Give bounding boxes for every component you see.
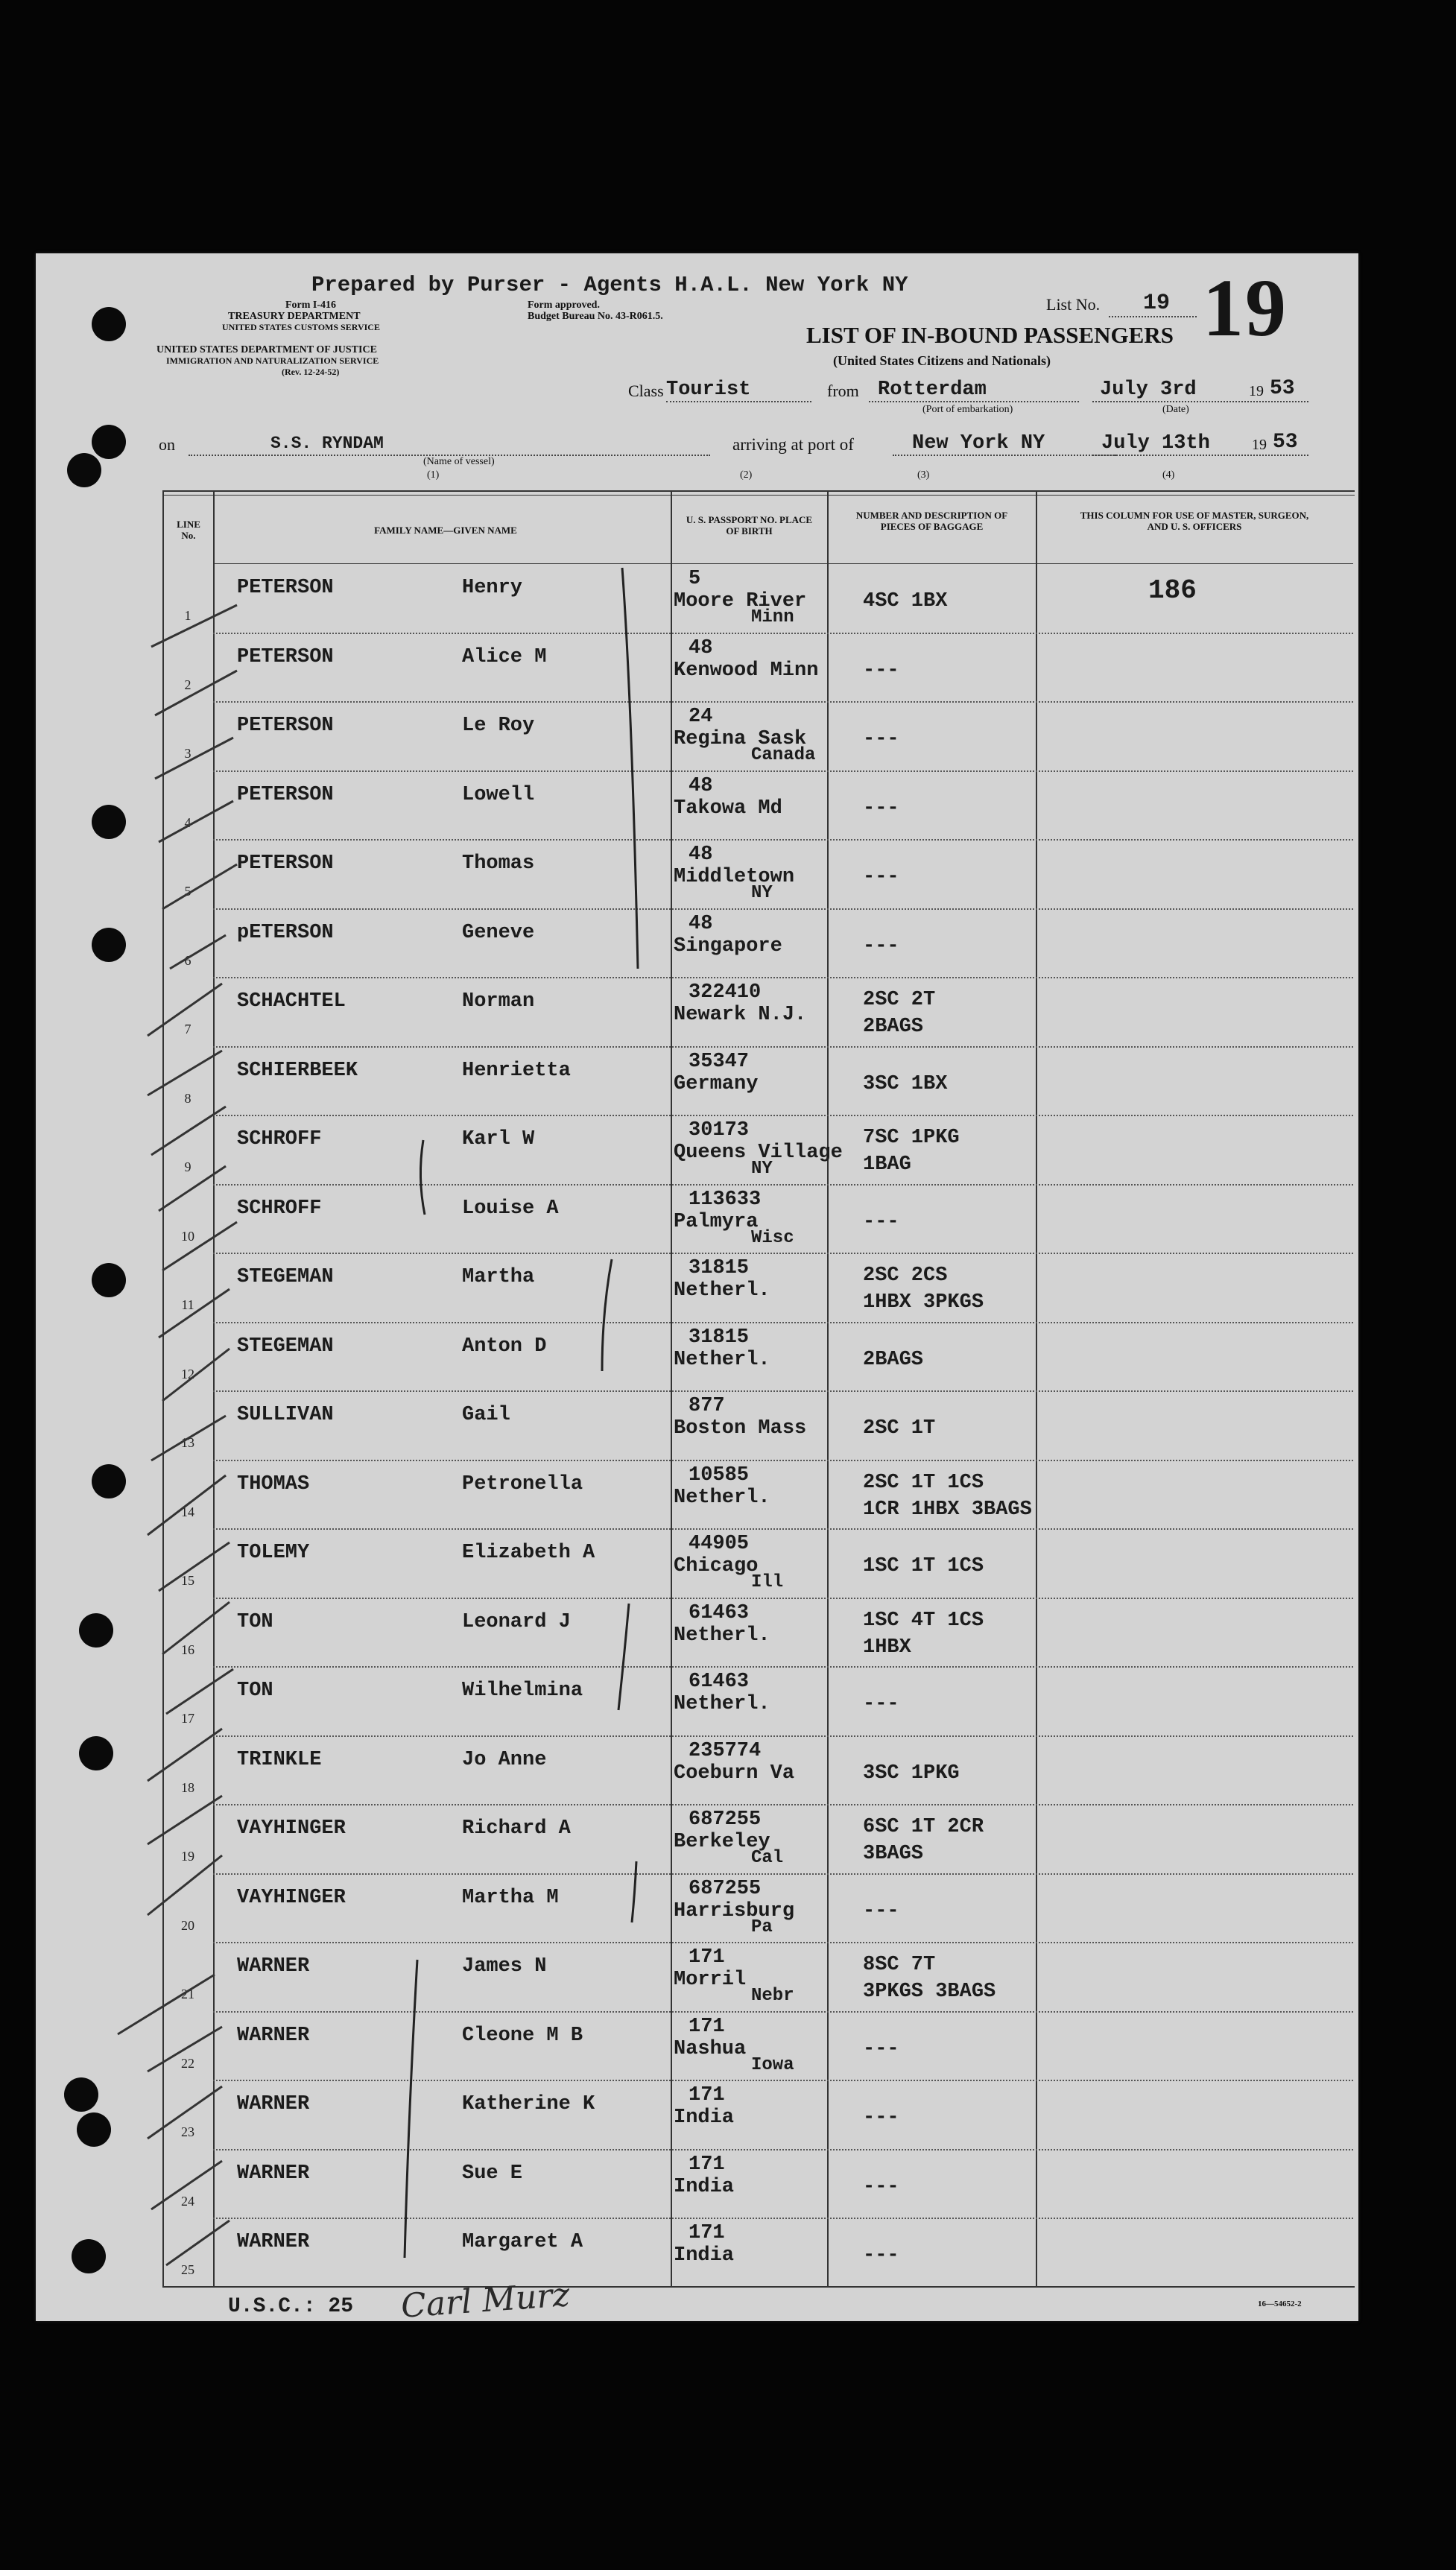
baggage-line-1: 2BAGS — [863, 1348, 924, 1371]
passport-number: 61463 — [689, 1671, 750, 1693]
family-name: WARNER — [237, 1955, 310, 1978]
given-name: Margaret A — [462, 2231, 583, 2253]
line-number: 14 — [181, 1504, 194, 1519]
class-label: Class — [628, 382, 664, 400]
family-name: THOMAS — [237, 1472, 310, 1496]
port-caption: (Port of embarkation) — [922, 404, 1013, 415]
column-caption-2: (2) — [740, 469, 753, 481]
place-of-birth: Palmyra — [674, 1210, 759, 1233]
given-name: Katherine K — [462, 2093, 595, 2115]
baggage-line-1: --- — [863, 2244, 899, 2267]
arriving-label: arriving at port of — [732, 435, 854, 454]
place-of-birth: India — [674, 2107, 735, 2129]
family-name: SULLIVAN — [237, 1404, 334, 1426]
family-name: WARNER — [237, 2231, 310, 2253]
form-subtitle: (United States Citizens and Nationals) — [833, 353, 1051, 368]
baggage-line-1: 3SC 1PKG — [863, 1762, 960, 1785]
family-name: PETERSON — [237, 577, 334, 599]
given-name: Martha M — [462, 1886, 559, 1909]
passport-number: 31815 — [689, 1257, 750, 1279]
passport-number: 687255 — [689, 1808, 762, 1831]
vessel-caption: (Name of vessel) — [423, 456, 495, 467]
passport-number: 31815 — [689, 1326, 750, 1349]
place-of-birth: Morril — [674, 1969, 747, 1991]
line-number: 23 — [181, 2124, 194, 2139]
passport-number: 171 — [689, 2015, 725, 2038]
given-name: Petronella — [462, 1472, 583, 1496]
place-of-birth: Germany — [674, 1072, 759, 1095]
given-name: Elizabeth A — [462, 1542, 595, 1564]
place-of-birth: Boston Mass — [674, 1417, 807, 1440]
line-number: 1 — [184, 608, 192, 623]
family-name: WARNER — [237, 2162, 310, 2185]
line-number: 13 — [181, 1435, 194, 1450]
place-of-birth: Kenwood Minn — [674, 659, 819, 682]
line-number: 15 — [181, 1573, 194, 1588]
arrival-port: New York NY — [912, 432, 1045, 455]
line-number: 10 — [181, 1228, 194, 1244]
place-of-birth-line-2: Wisc — [751, 1227, 794, 1248]
arrival-year: 53 — [1273, 431, 1298, 454]
given-name: Wilhelmina — [462, 1680, 583, 1702]
baggage-line-1: --- — [863, 1899, 899, 1922]
passport-number: 113633 — [689, 1188, 762, 1211]
family-name: VAYHINGER — [237, 1817, 346, 1840]
family-name: PETERSON — [237, 783, 334, 806]
line-number: 16 — [181, 1642, 194, 1657]
baggage-line-1: 2SC 1T — [863, 1417, 936, 1440]
revision-date: (Rev. 12-24-52) — [282, 367, 340, 377]
passport-number: 35347 — [689, 1050, 750, 1073]
given-name: Henrietta — [462, 1059, 571, 1082]
baggage-line-1: 6SC 1T 2CR — [863, 1816, 984, 1838]
passport-number: 171 — [689, 2153, 725, 2176]
baggage-line-1: 3SC 1BX — [863, 1072, 948, 1095]
passenger-list-sheet — [36, 253, 1358, 2326]
given-name: Cleone M B — [462, 2024, 583, 2047]
family-name: STEGEMAN — [237, 1335, 334, 1358]
place-of-birth: Netherl. — [674, 1279, 770, 1302]
form-approved: Form approved. — [528, 300, 600, 311]
baggage-line-1: 1SC 1T 1CS — [863, 1555, 984, 1577]
form-number: Form I-416 — [285, 300, 337, 311]
line-number: 11 — [181, 1297, 194, 1312]
place-of-birth: Netherl. — [674, 1693, 770, 1715]
line-number: 8 — [184, 1090, 192, 1106]
big-list-number: 19 — [1203, 262, 1288, 353]
given-name: Leonard J — [462, 1610, 571, 1633]
given-name: Anton D — [462, 1335, 547, 1358]
line-number: 6 — [184, 952, 192, 968]
place-of-birth-line-2: Ill — [751, 1572, 784, 1592]
family-name: PETERSON — [237, 645, 334, 668]
family-name: TON — [237, 1610, 273, 1633]
baggage-line-1: 8SC 7T — [863, 1954, 936, 1976]
passport-number: 48 — [689, 912, 713, 935]
baggage-line-1: --- — [863, 866, 899, 888]
line-number: 24 — [181, 2193, 194, 2209]
baggage-line-1: --- — [863, 1210, 899, 1233]
place-of-birth: Netherl. — [674, 1486, 770, 1509]
given-name: Richard A — [462, 1817, 571, 1840]
baggage-line-1: --- — [863, 1693, 899, 1715]
line-number: 2 — [184, 677, 192, 692]
given-name: Henry — [462, 577, 523, 599]
immigration-service: IMMIGRATION AND NATURALIZATION SERVICE — [166, 355, 379, 366]
given-name: Sue E — [462, 2162, 523, 2185]
place-of-birth: Regina Sask — [674, 728, 807, 750]
officer-note: 186 — [1148, 575, 1197, 606]
passport-number: 171 — [689, 2084, 725, 2107]
line-number: 3 — [184, 746, 192, 761]
line-number: 21 — [181, 1987, 194, 2001]
family-name: WARNER — [237, 2093, 310, 2115]
passport-number: 5 — [689, 568, 701, 590]
class-value: Tourist — [666, 379, 751, 401]
passport-number: 10585 — [689, 1463, 750, 1487]
header-officers: THIS COLUMN FOR USE OF MASTER, SURGEON, AND U. S. OFFICERS — [1080, 510, 1309, 532]
baggage-line-1: 1SC 4T 1CS — [863, 1609, 984, 1632]
column-caption-3: (3) — [917, 469, 930, 481]
place-of-birth-line-2: NY — [751, 1159, 773, 1179]
passport-number: 877 — [689, 1395, 725, 1417]
budget-bureau: Budget Bureau No. 43-R061.5. — [528, 311, 663, 322]
place-of-birth: Moore River — [674, 590, 807, 613]
baggage-line-1: --- — [863, 659, 899, 682]
family-name: SCHACHTEL — [237, 990, 346, 1013]
given-name: Thomas — [462, 852, 535, 875]
treasury-department: TREASURY DEPARTMENT — [228, 311, 361, 322]
baggage-line-2: 3BAGS — [863, 1843, 924, 1865]
family-name: WARNER — [237, 2024, 310, 2047]
passport-number: 30173 — [689, 1119, 750, 1142]
place-of-birth: Coeburn Va — [674, 1762, 795, 1785]
place-of-birth-line-2: Iowa — [751, 2054, 794, 2075]
given-name: James N — [462, 1955, 547, 1978]
baggage-line-2: 1HBX — [863, 1636, 911, 1659]
line-number: 9 — [184, 1159, 192, 1174]
family-name: STEGEMAN — [237, 1266, 334, 1288]
given-name: Lowell — [462, 783, 535, 806]
list-no-label: List No. — [1046, 295, 1101, 314]
line-number: 4 — [184, 814, 192, 830]
family-name: SCHIERBEEK — [237, 1059, 358, 1082]
header-name: FAMILY NAME—GIVEN NAME — [374, 525, 517, 536]
departure-date: July 3rd — [1100, 379, 1197, 401]
passport-number: 171 — [689, 2222, 725, 2244]
place-of-birth: Newark N.J. — [674, 1004, 807, 1026]
place-of-birth-line-2: Cal — [751, 1848, 784, 1868]
baggage-line-2: 1CR 1HBX 3BAGS — [863, 1498, 1032, 1521]
place-of-birth: Netherl. — [674, 1624, 770, 1647]
baggage-line-1: --- — [863, 728, 899, 750]
customs-service: UNITED STATES CUSTOMS SERVICE — [222, 322, 380, 332]
baggage-line-2: 3PKGS 3BAGS — [863, 1981, 996, 2003]
form-code: 16—54652-2 — [1258, 2300, 1302, 2308]
family-name: SCHROFF — [237, 1197, 322, 1220]
place-of-birth-line-2: Canada — [751, 745, 816, 765]
line-number: 19 — [181, 1849, 194, 1864]
place-of-birth: Chicago — [674, 1555, 759, 1577]
place-of-birth: Berkeley — [674, 1831, 770, 1853]
baggage-line-2: 1BAG — [863, 1153, 911, 1176]
family-name: TON — [237, 1680, 273, 1702]
from-value: Rotterdam — [878, 379, 987, 401]
date-caption: (Date) — [1162, 404, 1189, 415]
family-name: PETERSON — [237, 852, 334, 875]
header-baggage: NUMBER AND DESCRIPTION OF PIECES OF BAGGAGE — [855, 510, 1008, 532]
form-title: LIST OF IN-BOUND PASSENGERS — [806, 322, 1174, 348]
on-label: on — [159, 435, 175, 454]
family-name: PETERSON — [237, 715, 334, 737]
place-of-birth: Netherl. — [674, 1348, 770, 1371]
family-name: TOLEMY — [237, 1542, 310, 1564]
list-no-value: 19 — [1143, 291, 1171, 316]
column-caption-1: (1) — [427, 469, 440, 481]
baggage-line-1: 7SC 1PKG — [863, 1127, 960, 1149]
passport-number: 687255 — [689, 1877, 762, 1900]
place-of-birth: Nashua — [674, 2037, 747, 2060]
given-name: Louise A — [462, 1197, 559, 1220]
given-name: Martha — [462, 1266, 535, 1288]
family-name: TRINKLE — [237, 1748, 322, 1771]
baggage-line-1: --- — [863, 2107, 899, 2129]
place-of-birth-line-2: Nebr — [751, 1986, 794, 2006]
baggage-line-1: 4SC 1BX — [863, 590, 948, 613]
given-name: Karl W — [462, 1128, 535, 1151]
departure-year: 53 — [1270, 377, 1295, 400]
place-of-birth-line-2: Minn — [751, 607, 794, 627]
passport-number: 235774 — [689, 1739, 762, 1762]
header-line-no: LINE No. — [177, 519, 200, 541]
baggage-line-2: 2BAGS — [863, 1016, 924, 1038]
passport-number: 48 — [689, 844, 713, 866]
vessel-name: S.S. RYNDAM — [270, 434, 384, 453]
baggage-line-1: 2SC 2CS — [863, 1265, 948, 1287]
baggage-line-2: 1HBX 3PKGS — [863, 1291, 984, 1314]
line-number: 17 — [181, 1711, 194, 1726]
place-of-birth-line-2: Pa — [751, 1917, 773, 1937]
given-name: Alice M — [462, 645, 547, 668]
line-number: 20 — [181, 1917, 194, 1933]
family-name: pETERSON — [237, 921, 334, 944]
line-number: 25 — [181, 2262, 194, 2277]
given-name: Jo Anne — [462, 1748, 547, 1771]
place-of-birth: Takowa Md — [674, 797, 782, 820]
passport-number: 44905 — [689, 1533, 750, 1555]
place-of-birth: India — [674, 2244, 735, 2267]
prepared-by-line: Prepared by Purser - Agents H.A.L. New York NY — [311, 273, 908, 297]
purser-signature: Carl Murz — [399, 2276, 572, 2326]
baggage-line-1: --- — [863, 2175, 899, 2198]
given-name: Norman — [462, 990, 535, 1013]
from-label: from — [827, 382, 859, 400]
passport-number: 322410 — [689, 981, 762, 1004]
passport-number: 61463 — [689, 1601, 750, 1624]
baggage-line-1: 2SC 1T 1CS — [863, 1471, 984, 1494]
place-of-birth: Harrisburg — [674, 1899, 795, 1922]
column-caption-4: (4) — [1162, 469, 1175, 481]
place-of-birth: Singapore — [674, 934, 782, 958]
passport-number: 48 — [689, 636, 713, 659]
line-number: 18 — [181, 1779, 194, 1795]
place-of-birth-line-2: NY — [751, 883, 773, 903]
passport-number: 171 — [689, 1946, 725, 1969]
usc-count: U.S.C.: 25 — [228, 2295, 354, 2318]
line-number: 7 — [184, 1022, 192, 1036]
given-name: Le Roy — [462, 715, 535, 737]
arrival-date: July 13th — [1101, 432, 1210, 455]
family-name: VAYHINGER — [237, 1886, 346, 1909]
given-name: Geneve — [462, 921, 535, 944]
baggage-line-1: --- — [863, 2037, 899, 2060]
line-number: 22 — [181, 2055, 194, 2071]
year-prefix-2: 19 — [1252, 437, 1267, 453]
passport-number: 24 — [689, 706, 713, 728]
given-name: Gail — [462, 1404, 510, 1426]
handwritten-marks — [36, 253, 1358, 2321]
place-of-birth: Queens Village — [674, 1142, 843, 1164]
department-of-justice: UNITED STATES DEPARTMENT OF JUSTICE — [156, 344, 377, 355]
line-number: 12 — [181, 1366, 194, 1381]
passport-number: 48 — [689, 774, 713, 797]
year-prefix: 19 — [1249, 383, 1264, 399]
place-of-birth: Middletown — [674, 866, 795, 888]
baggage-line-1: --- — [863, 934, 899, 958]
line-number: 5 — [184, 884, 192, 899]
family-name: SCHROFF — [237, 1128, 322, 1151]
header-passport: U. S. PASSPORT NO. PLACE OF BIRTH — [686, 514, 813, 537]
baggage-line-1: --- — [863, 797, 899, 820]
baggage-line-1: 2SC 2T — [863, 989, 936, 1011]
place-of-birth: India — [674, 2175, 735, 2198]
